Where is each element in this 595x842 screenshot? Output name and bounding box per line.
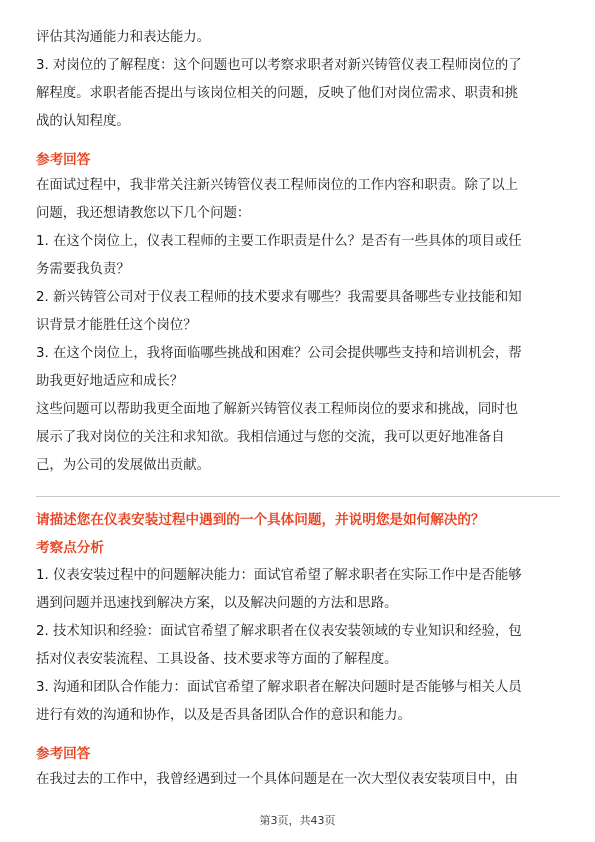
paragraph-line: 解程度。求职者能否提出与该岗位相关的问题，反映了他们对岗位需求、职责和挑	[36, 86, 519, 101]
paragraph-line: 3. 沟通和团队合作能力：面试官希望了解求职者在解决问题时是否能够与相关人员	[36, 680, 522, 695]
paragraph-line: 评估其沟通能力和表达能力。	[36, 30, 211, 45]
paragraph-line: 在我过去的工作中，我曾经遇到过一个具体问题是在一次大型仪表安装项目中，由	[36, 772, 519, 787]
analysis-heading: 考察点分析	[36, 540, 104, 556]
paragraph-line: 遇到问题并迅速找到解决方案，以及解决问题的方法和思路。	[36, 596, 398, 611]
paragraph-line: 助我更好地适应和成长？	[36, 374, 184, 389]
section-divider	[36, 496, 560, 497]
answer-text	[36, 766, 560, 794]
paragraph-line: 1. 在这个岗位上，仪表工程师的主要工作职责是什么？是否有一些具体的项目或任	[36, 234, 522, 249]
paragraph-line: 展示了我对岗位的关注和求知欲。我相信通过与您的交流，我可以更好地准备自	[36, 430, 505, 445]
question-heading: 请描述您在仪表安装过程中遇到的一个具体问题，并说明您是如何解决的？	[36, 512, 485, 528]
paragraph-line: 这些问题可以帮助我更全面地了解新兴铸管仪表工程师岗位的要求和挑战，同时也	[36, 402, 519, 417]
paragraph-line: 战的认知程度。	[36, 114, 130, 129]
paragraph-line: 括对仪表安装流程、工具设备、技术要求等方面的了解程度。	[36, 652, 398, 667]
paragraph-line: 在面试过程中，我非常关注新兴铸管仪表工程师岗位的工作内容和职责。除了以上	[36, 178, 519, 193]
paragraph-line: 2. 技术知识和经验：面试官希望了解求职者在仪表安装领域的专业知识和经验，包	[36, 624, 522, 639]
paragraph-line: 2. 新兴铸管公司对于仪表工程师的技术要求有哪些？我需要具备哪些专业技能和知	[36, 290, 522, 305]
paragraph-line: 1. 仪表安装过程中的问题解决能力：面试官希望了解求职者在实际工作中是否能够	[36, 568, 522, 583]
section1-text	[36, 24, 560, 136]
paragraph-line: 3. 对岗位的了解程度：这个问题也可以考察求职者对新兴铸管仪表工程师岗位的了	[36, 58, 522, 73]
paragraph-line: 务需要我负责？	[36, 262, 130, 277]
page-number: 第3页，共43页	[259, 814, 336, 827]
answer-heading: 参考回答	[36, 152, 91, 168]
paragraph-line: 3. 在这个岗位上，我将面临哪些挑战和困难？公司会提供哪些支持和培训机会，帮	[36, 346, 522, 361]
analysis-text	[36, 562, 560, 730]
answer-text	[36, 172, 560, 480]
answer-heading: 参考回答	[36, 746, 91, 762]
paragraph-line: 进行有效的沟通和协作，以及是否具备团队合作的意识和能力。	[36, 708, 411, 723]
paragraph-line: 识背景才能胜任这个岗位？	[36, 318, 197, 333]
paragraph-line: 问题，我还想请教您以下几个问题：	[36, 206, 251, 221]
paragraph-line: 己，为公司的发展做出贡献。	[36, 458, 211, 473]
